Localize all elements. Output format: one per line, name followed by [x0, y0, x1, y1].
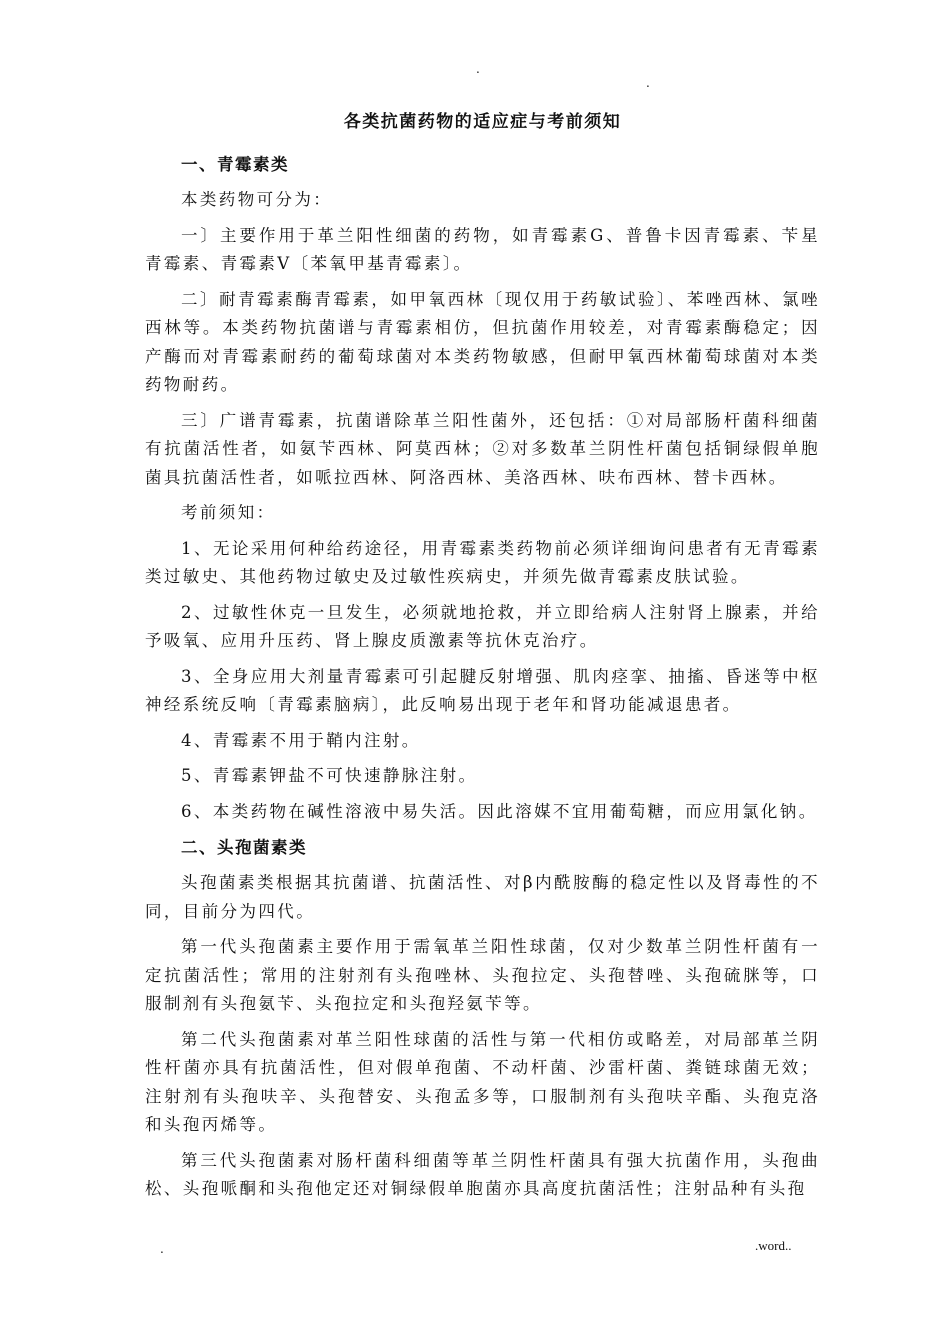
paragraph: 本类药物可分为：: [181, 190, 333, 209]
note-item: 3、全身应用大剂量青霉素可引起腱反射增强、肌肉痉挛、抽搐、昏迷等中枢神经系统反响〔青霉素脑病〕，此反响易出现于老年和肾功能减退患者。: [145, 666, 820, 714]
note-item: 1、无论采用何种给药途径，用青霉素类药物前必须详细询问患者有无青霉素类过敏史、其他药物过敏史及过敏性疾病史，并须先做青霉素皮肤试验。: [145, 538, 820, 586]
notes-label: 考前须知：: [181, 503, 276, 522]
paragraph: 第二代头孢菌素对革兰阳性球菌的活性与第一代相仿或略差，对局部革兰阴性杆菌亦具有抗菌活性，但对假单孢菌、不动杆菌、沙雷杆菌、粪链球菌无效；注射剂有头孢呋辛、头孢替安、头孢孟多等，口服制剂有头孢呋辛酯、头孢克洛和头孢丙烯等。: [145, 1029, 820, 1134]
paragraph: 一〕主要作用于革兰阳性细菌的药物，如青霉素G、普鲁卡因青霉素、苄星青霉素、青霉素V〔苯氧甲基青霉素〕。: [145, 225, 820, 273]
document-title: 各类抗菌药物的适应症与考前须知: [343, 112, 622, 132]
header-dot: .: [646, 76, 650, 90]
note-item: 5、青霉素钾盐不可快速静脉注射。: [181, 766, 478, 785]
header-dot: .: [476, 62, 480, 76]
footer-label: .word..: [755, 1238, 792, 1253]
paragraph: 三〕广谱青霉素，抗菌谱除革兰阳性菌外，还包括：①对局部肠杆菌科细菌有抗菌活性者，如氨苄西林、阿莫西林；②对多数革兰阴性杆菌包括铜绿假单胞菌具抗菌活性者，如哌拉西林、阿洛西林、美洛西林、呋布西林、替卡西林。: [145, 410, 820, 487]
section-heading-penicillins: 一、青霉素类: [181, 155, 289, 174]
paragraph: 第一代头孢菌素主要作用于需氧革兰阳性球菌，仅对少数革兰阴性杆菌有一定抗菌活性；常用的注射剂有头孢唑林、头孢拉定、头孢替唑、头孢硫脒等，口服制剂有头孢氨苄、头孢拉定和头孢羟氨苄等。: [145, 937, 820, 1013]
document-page: [145, 108, 820, 1211]
note-item: 4、青霉素不用于鞘内注射。: [181, 730, 421, 750]
paragraph: 头孢菌素类根据其抗菌谱、抗菌活性、对β内酰胺酶的稳定性以及肾毒性的不同，目前分为四代。: [145, 873, 820, 921]
footer-dot: .: [160, 1242, 164, 1256]
section-heading-cephalosporins: 二、头孢菌素类: [181, 838, 307, 857]
note-item: 6、本类药物在碱性溶液中易失活。因此溶媒不宜用葡萄糖，而应用氯化钠。: [181, 801, 818, 821]
paragraph: 第三代头孢菌素对肠杆菌科细菌等革兰阴性杆菌具有强大抗菌作用，头孢曲松、头孢哌酮和头孢他定还对铜绿假单胞菌亦具高度抗菌活性；注射品种有头孢: [145, 1150, 820, 1198]
paragraph: 二〕耐青霉素酶青霉素，如甲氧西林〔现仅用于药敏试验〕、苯唑西林、氯唑西林等。本类药物抗菌谱与青霉素相仿，但抗菌作用较差，对青霉素酶稳定；因产酶而对青霉素耐药的葡萄球菌对本类药物敏感，但耐甲氧西林葡萄球菌对本类药物耐药。: [145, 289, 820, 394]
note-item: 2、过敏性休克一旦发生，必须就地抢救，并立即给病人注射肾上腺素，并给予吸氧、应用升压药、肾上腺皮质激素等抗休克治疗。: [145, 602, 820, 650]
